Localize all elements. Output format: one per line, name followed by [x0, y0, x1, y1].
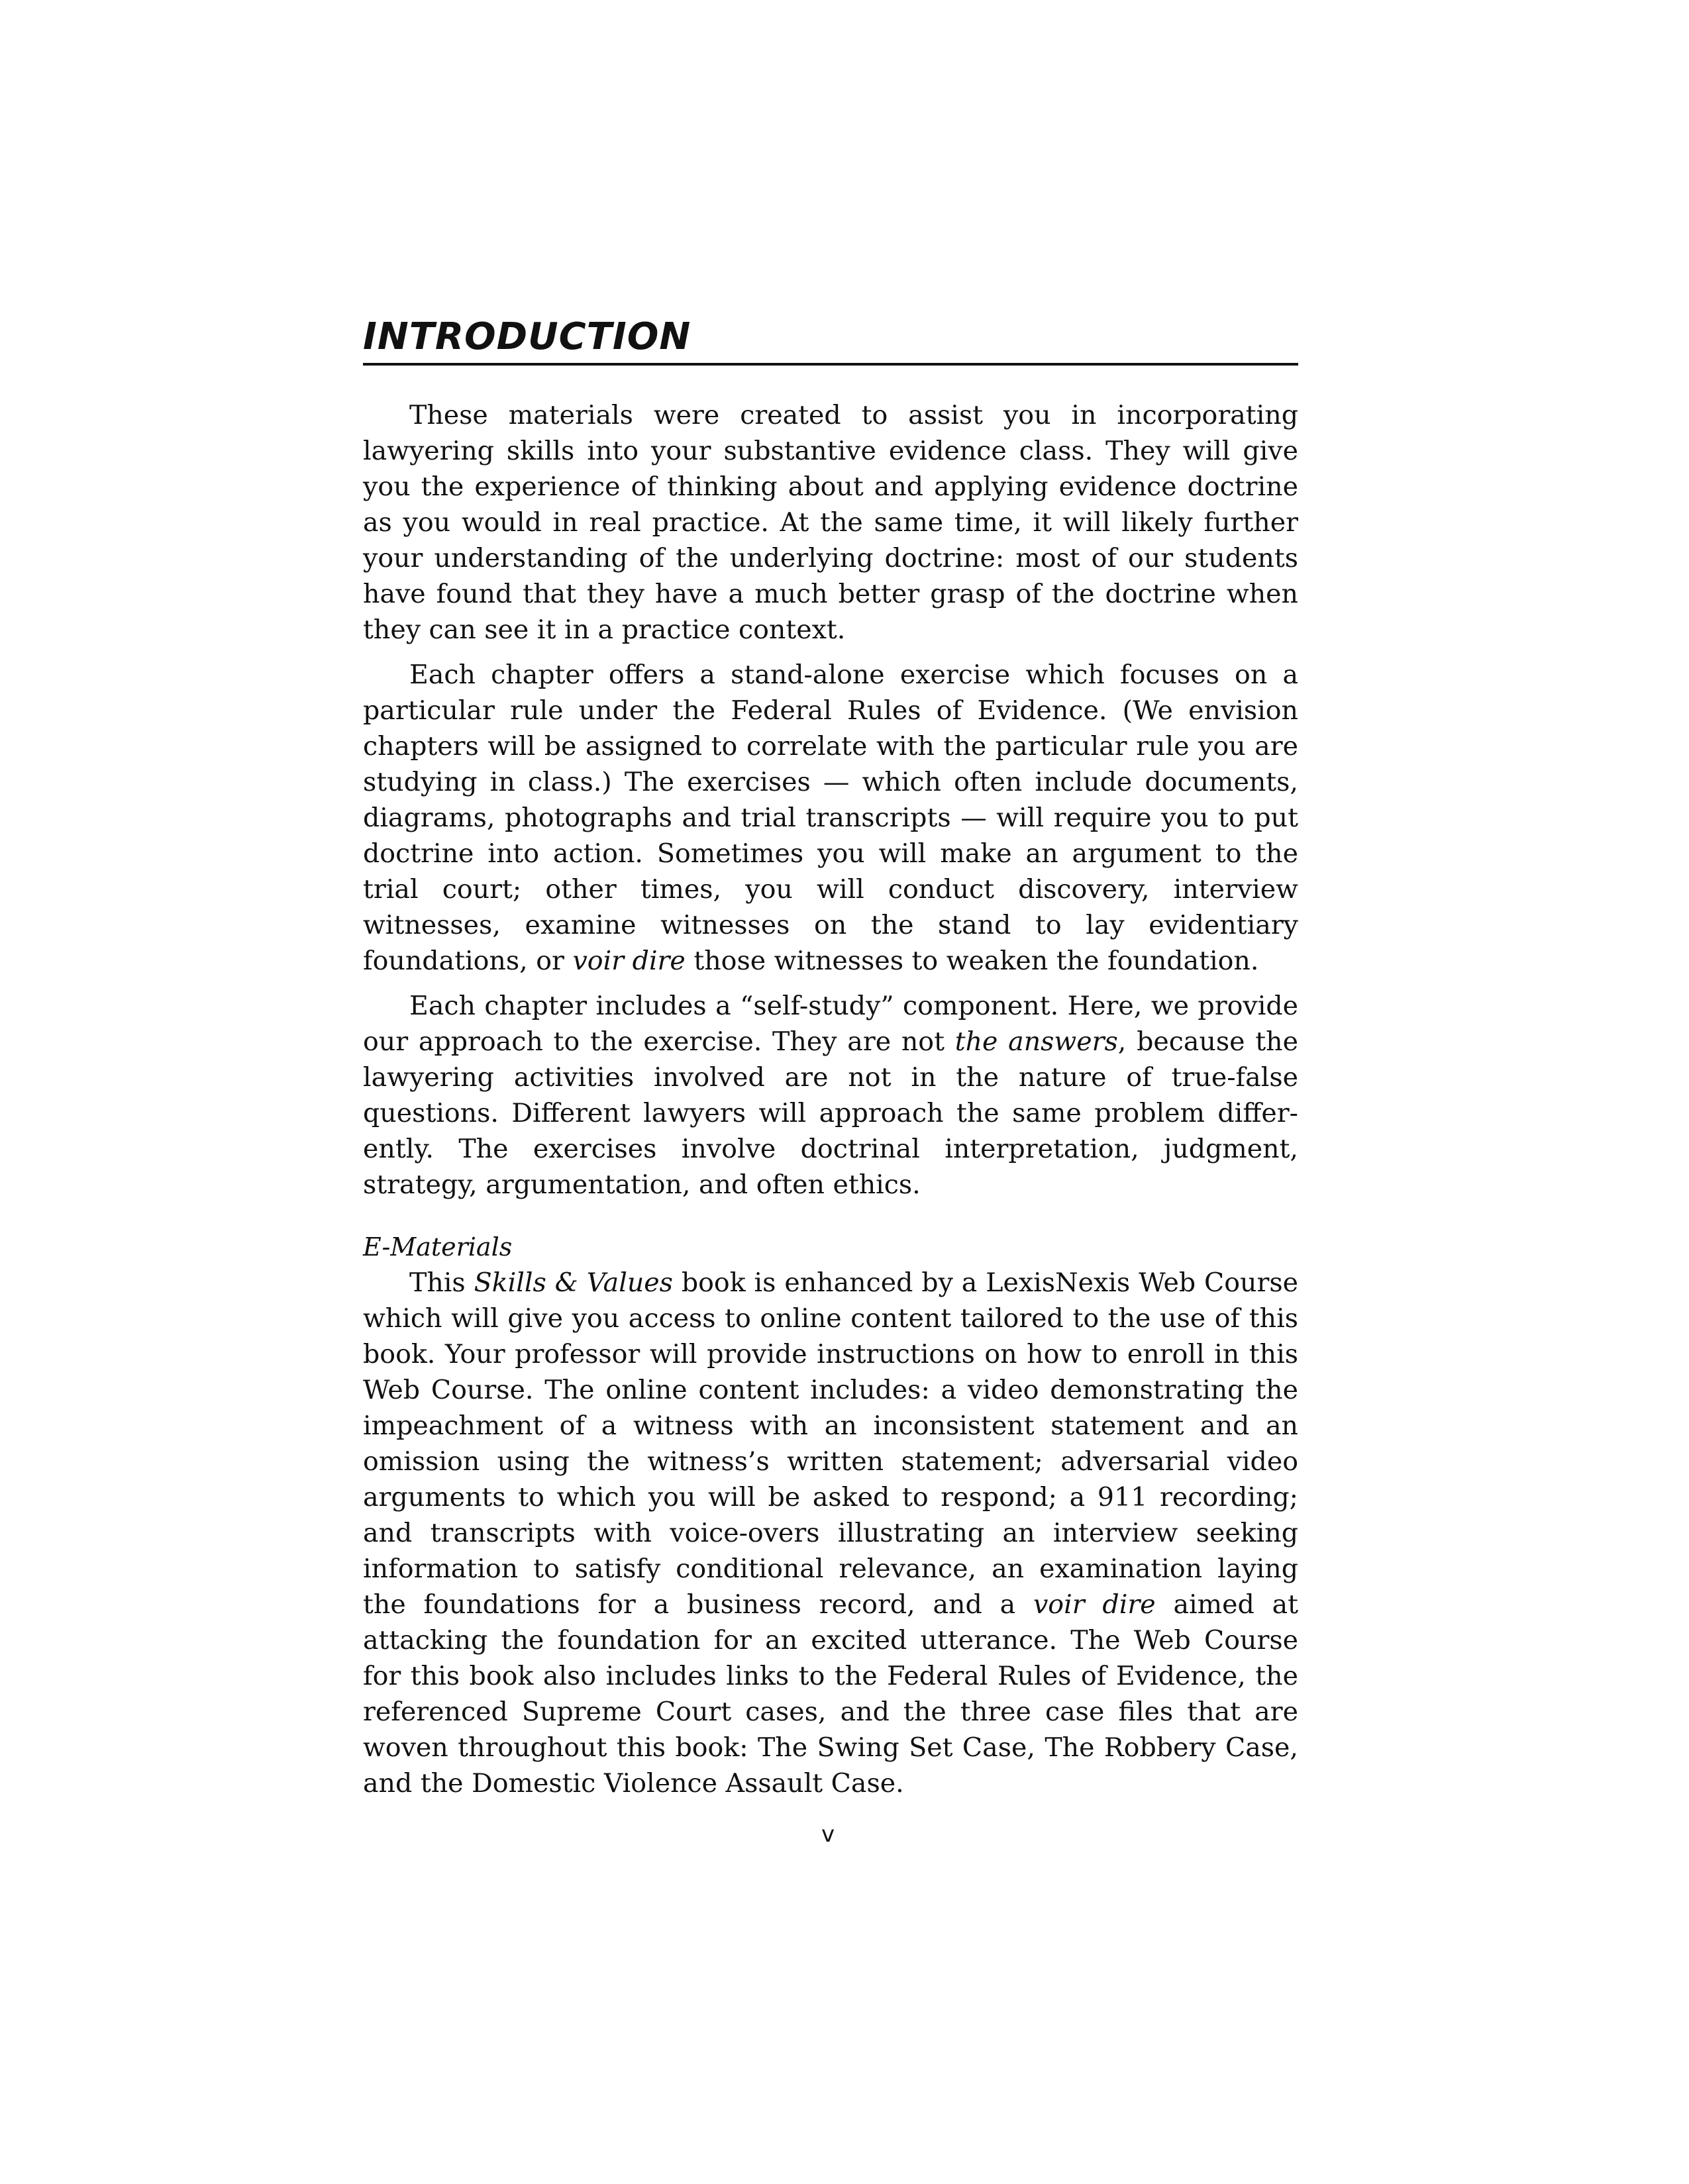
page-number: v [821, 1821, 835, 1848]
italic-phrase: Skills & Values [474, 1267, 673, 1298]
chapter-heading [363, 315, 1298, 368]
italic-phrase: voir dire [1033, 1589, 1156, 1620]
paragraph-text: This [409, 1267, 474, 1298]
paragraph-text: Each chapter offers a stand-alone exercise which focuses on a particular rule under the Federal Rules of Evidence. (We envision chapters will be assigned to correlate with the particular rule you are studying in class.) The exercises — which often include documents, diagrams, photographs and trial transcripts — will require you to put doctrine into action. Sometimes you will make an argument to the trial court; other times, you will conduct discovery, interview witnesses, examine witnesses on the stand to lay evidentiary foundations, or [363, 660, 1298, 976]
italic-phrase: voir dire [572, 946, 686, 976]
paragraph-chapter-exercises [363, 657, 1298, 979]
section-heading-e-materials: E-Materials [363, 1232, 513, 1262]
chapter-title: INTRODUCTION [363, 315, 691, 358]
paragraph-text: Each chapter includes a “self-study” component. Here, we provide our approach to the exercise. They are not [363, 991, 1298, 1057]
paragraph-self-study [363, 988, 1298, 1203]
paragraph-text: book is enhanced by a LexisNexis Web Course which will give you access to online content tailored to the use of this book. Your professor will provide instructions on how to enroll in this Web Course. The online content includes: a video demonstrating the impeachment of a witness with an inconsistent statement and an omission using the witness’s written statement; adversarial video arguments to which you will be asked to respond; a 911 recording; and transcripts with voice-overs illustrating an interview seeking information to satisfy conditional relevance, an examination laying the foundations for a business record, and a [363, 1267, 1299, 1620]
paragraph-e-materials [363, 1265, 1298, 1801]
paragraph-text: These materials were created to assist you in incorporating lawyering skills into your substantive evidence class. They will give you the experience of thinking about and applying evidence doctrine as you would in real practice. At the same time, it will likely further your understanding of the underlying doctrine: most of our students have found that they have a much better grasp of the doctrine when they can see it in a practice context. [363, 400, 1298, 645]
paragraph-text: aimed at attacking the foundation for an excited utterance. The Web Course for this book also includes links to the Federal Rules of Evidence, the referenced Supreme Court cases, and the three case files that are woven throughout this book: The Swing Set Case, The Robbery Case, and the Domestic Violence Assault Case. [363, 1589, 1298, 1799]
paragraph-text: , because the lawyering activities involved are not in the nature of true-false questions. Different lawyers will approach the same problem differently. The exercises involve doctrinal interpretation, judgment, strategy, argumentation, and often ethics. [363, 1026, 1298, 1200]
paragraph-purpose [363, 397, 1298, 648]
paragraph-text: those witnesses to weaken the foundation. [685, 946, 1259, 976]
title-underline-rule [363, 363, 1298, 366]
introduction-body [363, 397, 1298, 1811]
italic-phrase: the answers [954, 1026, 1118, 1057]
